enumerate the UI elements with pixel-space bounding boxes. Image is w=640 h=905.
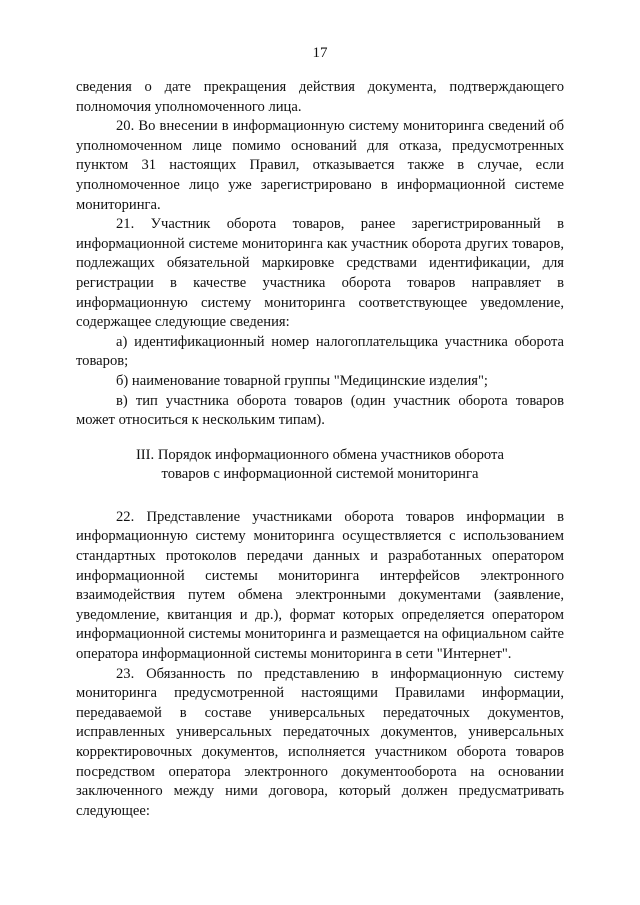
paragraph-23: 23. Обязанность по представлению в информационную систему мониторинга предусмотренной настоящими Правилами информации, передаваемой в составе универсальных передаточных документов, исправленных универсальных передаточных документов, универсальных корректировочных документов, исполняется участником оборота товаров посредством оператора электронного документооборота на основании заключенного между ними договора, который должен предусматривать следующее: bbox=[76, 665, 564, 819]
section-heading-line-1: III. Порядок информационного обмена участников оборота bbox=[135, 446, 505, 463]
section-heading-line-2: товаров с информационной системой мониторинга bbox=[161, 466, 479, 483]
list-item-b: б) наименование товарной группы "Медицинские изделия"; bbox=[116, 372, 488, 389]
list-item-a: а) идентификационный номер налогоплательщика участника оборота товаров; bbox=[76, 333, 564, 370]
paragraph-20: 20. Во внесении в информационную систему мониторинга сведений об уполномоченном лице помимо оснований для отказа, предусмотренных пунктом 31 настоящих Правил, отказывается также в случае, если уполномоченное лицо уже зарегистрировано в информационной системе мониторинга. bbox=[76, 118, 564, 213]
paragraph-22: 22. Представление участниками оборота товаров информации в информационную систему мониторинга осуществляется с использованием стандартных протоколов передачи данных и разработанных оператором информационной системы мониторинга интерфейсов электронного взаимодействия путем обмена электронными документами (заявление, уведомление, квитанция и др.), формат которых определяется оператором информационной системы мониторинга и размещается на официальном сайте оператора информационной системы мониторинга в сети "Интернет". bbox=[76, 508, 564, 663]
document-body bbox=[76, 78, 564, 821]
section-heading bbox=[76, 446, 564, 485]
list-item-v: в) тип участника оборота товаров (один участник оборота товаров может относиться к нескольким типам). bbox=[76, 392, 564, 429]
page-number: 17 bbox=[312, 45, 328, 61]
paragraph-21: 21. Участник оборота товаров, ранее зарегистрированный в информационной системе мониторинга как участник оборота других товаров, подлежащих обязательной маркировке средствами идентификации, для регистрации в качестве участника оборота товаров направляет в информационную систему мониторинга соответствующее уведомление, содержащее следующие сведения: bbox=[76, 216, 564, 331]
paragraph-continuation: сведения о дате прекращения действия документа, подтверждающего полномочия уполномоченного лица. bbox=[76, 79, 564, 115]
